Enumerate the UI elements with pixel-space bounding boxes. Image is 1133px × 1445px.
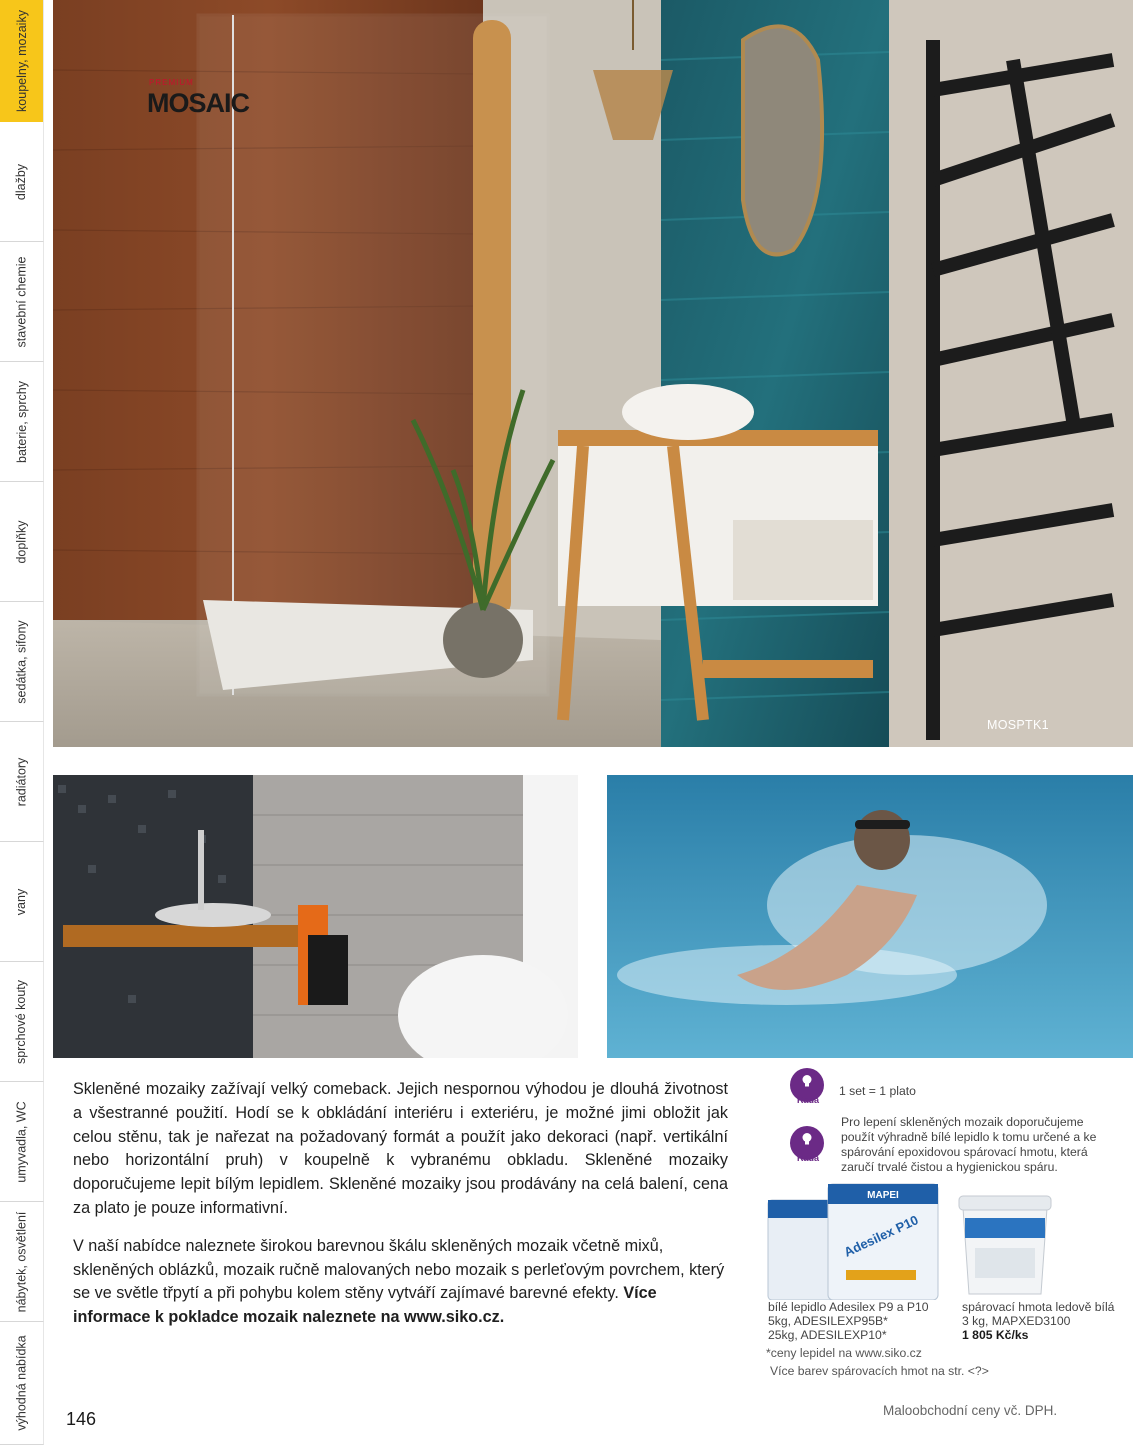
side-tab-radiatory[interactable]: radiátory <box>0 722 44 842</box>
adhesive-price-note: *ceny lepidel na www.siko.cz <box>766 1346 922 1360</box>
paragraph-1: Skleněné mozaiky zažívají velký comeback. Jejich nespornou výhodou je dlouhá životnost a všestranné použití. Hodí se k obkládání interiéru i exteriéru, je možné jimi obložit jak celou stěnu, tak je nařezat na požadovaný formát a použít jako dekoraci (např. vertikální nebo horizontální pruh) v koupelně k vybranému obkladu. Skleněné mozaiky doporučujeme lepit bílým lepidlem. Skleněné mozaiky jsou prodávány na celá balení, cena za plato je pouze informativní. <box>73 1080 728 1217</box>
side-tab-koupelny[interactable]: koupelny, mozaiky <box>0 0 44 122</box>
tip-label: Rada <box>797 1095 820 1105</box>
sink-illustration <box>53 775 578 1058</box>
tip-label: Rada <box>797 1153 820 1163</box>
adhesive-bag-brand: MAPEI <box>867 1190 899 1201</box>
side-tab-sprchove-kouty[interactable]: sprchové kouty <box>0 962 44 1082</box>
page-number: 146 <box>66 1409 97 1429</box>
tip-text-adhesive: Pro lepení skleněných mozaik doporučujeme použít výhradně bílé lepidlo k tomu určené a ke spárování epoxidovou spárovací hmotu, která zaručí trvalé čistou a hygienickou spáru. <box>841 1115 1097 1174</box>
side-nav <box>0 0 52 1445</box>
pool-swimmer-photo <box>607 775 1133 1058</box>
price-footer-note: Maloobchodní ceny vč. DPH. <box>883 1403 1058 1418</box>
pool-illustration <box>607 775 1133 1058</box>
siko-link-text[interactable]: Více informace k pokladce mozaik naleznete na www.siko.cz. <box>73 1284 657 1327</box>
side-tab-umyvadla[interactable]: umyvadla, WC <box>0 1082 44 1202</box>
side-tab-vany[interactable]: vany <box>0 842 44 962</box>
side-tab-doplnky[interactable]: doplňky <box>0 482 44 602</box>
sink-mosaic-photo <box>53 775 578 1058</box>
article-text <box>73 1078 728 1330</box>
grout-colors-note: Více barev spárovacích hmot na str. <?> <box>770 1364 989 1378</box>
hero-bathroom-photo: PREMIUM MOSAIC <box>53 0 1133 747</box>
grout-bucket-image <box>955 1190 1055 1298</box>
adhesive-bags-image <box>766 1180 946 1300</box>
paragraph-2: V naší nabídce naleznete širokou barevnou škálu skleněných mozaik včetně mixů, skleněných oblázků, mozaik ručně malovaných nebo mozaik s perleťovým povrchem, který se ve světle třpytí a při pohybu kolem stěny vytváří zajímavé barevné efekty. Více informace k pokladce mozaik naleznete na www.siko.cz. <box>73 1236 725 1327</box>
side-tab-nabytek[interactable]: nábytek, osvětlení <box>0 1202 44 1322</box>
product-code-label: MOSPTK1 <box>987 718 1049 732</box>
side-tab-dlazby[interactable]: dlažby <box>0 122 44 242</box>
adhesive-bag-label: Adesilex P10 <box>841 1212 921 1260</box>
side-tab-baterie[interactable]: baterie, sprchy <box>0 362 44 482</box>
side-tab-sedatka[interactable]: sedátka, sifony <box>0 602 44 722</box>
adhesive-caption: bílé lepidlo Adesilex P9 a P10 5kg, ADESILEXP95B* 25kg, ADESILEXP10* <box>768 1300 929 1342</box>
grout-caption: spárovací hmota ledově bílá 3 kg, MAPXED3100 1 805 Kč/ks <box>962 1300 1115 1342</box>
side-tab-stavebni-chemie[interactable]: stavební chemie <box>0 242 44 362</box>
side-tab-vyhodna-nabidka[interactable]: výhodná nabídka <box>0 1322 44 1445</box>
tip-text-set: 1 set = 1 plato <box>839 1084 916 1098</box>
grout-price: 1 805 Kč/ks <box>962 1328 1029 1342</box>
